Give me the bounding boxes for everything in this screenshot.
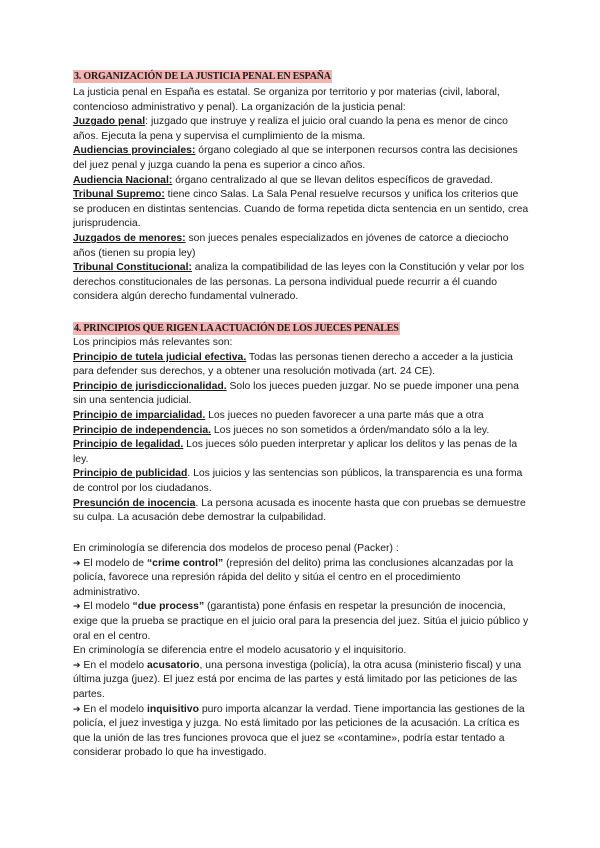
criminology-intro: En criminología se diferencia dos modelos de proceso penal (Packer) : xyxy=(73,543,399,554)
arrow-icon: ➔ xyxy=(73,558,81,569)
arrow-icon: ➔ xyxy=(73,704,81,715)
list-item xyxy=(73,424,529,439)
item-term: Audiencia Nacional: xyxy=(73,174,173,186)
list-item xyxy=(73,467,529,496)
section-4-intro: Los principios más relevantes son: xyxy=(73,337,233,348)
item-term: Principio de tutela judicial efectiva. xyxy=(73,351,247,363)
item-text: analiza la compatibilidad de las leyes con la Constitución y velar por los derechos constitucionales de las personas. La persona individual puede recurrir a él cuando considera algún derecho fundamental vulnerado. xyxy=(73,262,525,303)
section-4-heading: 4. PRINCIPIOS QUE RIGEN LA ACTUACIÓN DE LOS JUECES PENALES xyxy=(74,323,399,334)
item-text: Los jueces no pueden favorecer a una parte más que a otra xyxy=(205,409,484,421)
list-item xyxy=(73,557,529,601)
item-text: En el modelo xyxy=(80,659,147,671)
item-text: son jueces penales especializados en jóvenes de catorce a dieciocho años (tienen su propia ley) xyxy=(73,232,509,259)
item-term: Principio de publicidad xyxy=(73,468,188,480)
item-term: Principio de legalidad. xyxy=(73,439,184,451)
item-bold: acusatorio xyxy=(146,659,200,671)
list-item xyxy=(73,115,529,144)
list-item xyxy=(73,144,529,173)
item-text: órgano centralizado al que se llevan delitos específicos de gravedad. xyxy=(172,174,493,186)
list-item xyxy=(73,703,529,761)
list-item xyxy=(73,659,529,703)
item-bold: inquisitivo xyxy=(146,703,199,715)
arrow-icon: ➔ xyxy=(73,660,81,671)
item-text: (garantista) pone énfasis en respetar la presunción de inocencia, exige que la prueba se practique en el juicio oral para la presencia del juez. Sitúa el juicio público y oral en el centro. xyxy=(73,601,529,642)
list-item xyxy=(73,438,529,467)
item-term: Presunción de inocencia xyxy=(73,497,196,509)
item-term: Audiencias provinciales: xyxy=(73,145,196,157)
criminology-intro-2: En criminología se diferencia entre el modelo acusatorio y el inquisitorio. xyxy=(73,645,407,657)
item-text: El modelo xyxy=(80,601,133,613)
section-4-body xyxy=(73,336,529,526)
item-text: (represión del delito) prima las conclusiones alcanzadas por la policía, favorece una represión rápida del delito y sitúa el centro en el procedimiento administrativo. xyxy=(73,557,514,598)
item-bold: “crime control” xyxy=(146,557,224,569)
section-3-heading: 3. ORGANIZACIÓN DE LA JUSTICIA PENAL EN ESPAÑA xyxy=(74,71,331,82)
list-item xyxy=(73,351,529,380)
list-item xyxy=(73,497,529,526)
item-text: puro importa alcanzar la verdad. Tiene importancia las gestiones de la policía, el juez investiga y juzga. No está limitado por las peticiones de la acusación. La crítica es que la unión de las tres funciones provoca que el juez se «contamine», podría estar tentado a considerar probado lo que ha investigado. xyxy=(73,703,525,759)
item-term: Principio de jurisdiccionalidad. xyxy=(73,380,227,392)
item-text: Todas las personas tienen derecho a acceder a la justicia para defender sus derechos, y a obtener una resolución motivada (art. 24 CE). xyxy=(73,351,513,378)
list-item xyxy=(73,380,529,409)
item-text: Los jueces sólo pueden interpretar y aplicar los delitos y las penas de la ley. xyxy=(73,439,518,465)
item-text: El modelo de xyxy=(80,557,147,569)
item-text: . Los juicios y las sentencias son públicos, la transparencia es una forma de control por los ciudadanos. xyxy=(73,468,523,494)
item-bold: “due process” xyxy=(132,601,205,613)
item-text: Los jueces no son sometidos a órden/mandato sólo a la ley. xyxy=(211,424,490,436)
item-text: , una persona investiga (policía), la otra acusa (ministerio fiscal) y una última juzga (juez). El juez está por encima de las partes y está limitado por las peticiones de las partes. xyxy=(73,659,522,700)
list-item xyxy=(73,409,529,424)
list-item xyxy=(73,232,529,261)
item-term: Principio de imparcialidad. xyxy=(73,409,206,421)
section-3-intro: La justicia penal en España es estatal. Se organiza por territorio y por materias (civil, laboral, contencioso administrativo y penal). La organización de la justicia penal: xyxy=(73,87,500,113)
item-term: Juzgados de menores: xyxy=(73,232,186,244)
arrow-icon: ➔ xyxy=(73,602,81,613)
item-term: Principio de independencia. xyxy=(73,424,211,436)
item-text: Solo los jueces pueden juzgar. No se puede imponer una pena sin una sentencia judicial. xyxy=(73,380,519,407)
item-text: : juzgado que instruye y realiza el juicio oral cuando la pena es menor de cinco años. Ejecuta la pena y supervisa el cumplimiento de la misma. xyxy=(73,116,508,142)
item-text: . La persona acusada es inocente hasta que con pruebas se demuestre su culpa. La acusación debe demostrar la culpabilidad. xyxy=(73,497,526,524)
item-text: órgano colegiado al que se interponen recursos contra las decisiones del juez penal y juzga cuando la pena es superior a cinco años. xyxy=(73,145,518,171)
item-text: tiene cinco Salas. La Sala Penal resuelve recursos y unifica los criterios que se producen en distintas sentencias. Cuando de forma repetida dicta sentencia en un sentido, crea jurisprudencia. xyxy=(73,189,529,230)
item-term: Tribunal Constitucional: xyxy=(73,262,192,274)
list-item xyxy=(73,261,529,305)
item-term: Tribunal Supremo: xyxy=(73,189,165,201)
section-3-body xyxy=(73,86,529,305)
item-text: En el modelo xyxy=(80,703,147,715)
item-term: Juzgado penal xyxy=(73,116,146,128)
list-item xyxy=(73,600,529,644)
list-item xyxy=(73,188,529,232)
criminology-section xyxy=(73,542,529,761)
list-item xyxy=(73,174,529,189)
